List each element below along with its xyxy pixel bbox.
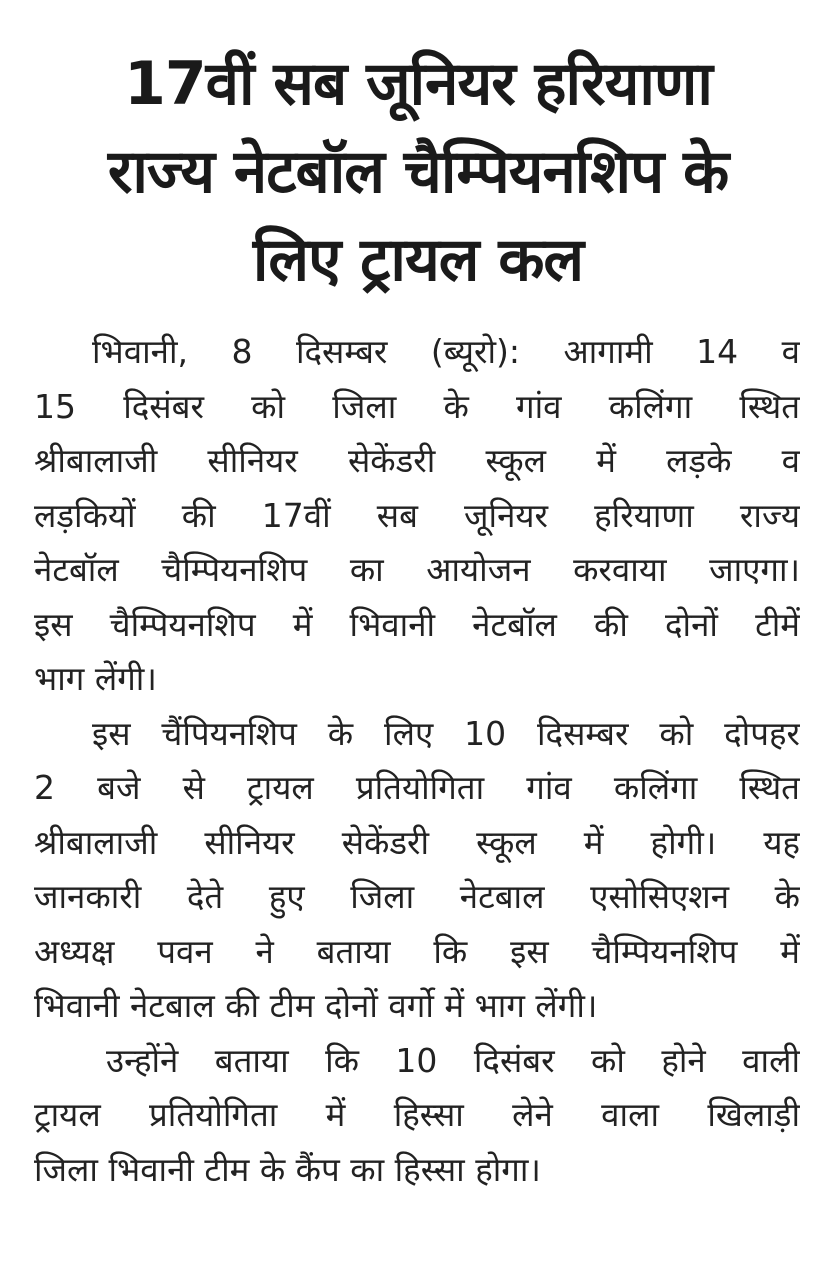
- headline-line: 17वीं सब जूनियर हरियाणा: [124, 49, 712, 119]
- body-line: 15 दिसंबर को जिला के गांव कलिंगा स्थित: [34, 386, 800, 426]
- body-line: श्रीबालाजी सीनियर सेकेंडरी स्कूल में होगी। यह: [34, 822, 800, 862]
- body-line: 2 बजे से ट्रायल प्रतियोगिता गांव कलिंगा स्थित: [34, 768, 800, 807]
- body-line: जानकारी देते हुए जिला नेटबाल एसोसिएशन के: [34, 877, 800, 916]
- paragraph-trial: [34, 707, 800, 1034]
- paragraph-camp: [34, 1034, 800, 1198]
- body-line: श्रीबालाजी सीनियर सेकेंडरी स्कूल में लड़के व: [34, 441, 800, 480]
- body-line: इस चैंपियनशिप के लिए 10 दिसम्बर को दोपहर: [92, 713, 800, 753]
- body-line: भाग लेंगी।: [34, 659, 157, 698]
- headline: [20, 40, 816, 304]
- body-line: इस चैम्पियनशिप में भिवानी नेटबॉल की दोनों टीमें: [34, 604, 800, 644]
- paragraph-intro: [34, 325, 800, 707]
- body-line: ट्रायल प्रतियोगिता में हिस्सा लेने वाला खिलाड़ी: [34, 1095, 800, 1134]
- body-line: भिवानी नेटबाल की टीम दोनों वर्गो में भाग लेंगी।: [34, 986, 598, 1025]
- body-line: लड़कियों की 17वीं सब जूनियर हरियाणा राज्य: [34, 495, 800, 535]
- headline-line: राज्य नेटबॉल चैम्पियनशिप के: [107, 137, 729, 207]
- body-line: अध्यक्ष पवन ने बताया कि इस चैम्पियनशिप में: [34, 931, 800, 971]
- body-line: जिला भिवानी टीम के कैंप का हिस्सा होगा।: [34, 1149, 541, 1189]
- body-line: उन्होंने बताया कि 10 दिसंबर को होने वाली: [106, 1040, 800, 1080]
- body-line: नेटबॉल चैम्पियनशिप का आयोजन करवाया जाएगा।: [34, 550, 800, 589]
- article-body: [34, 325, 800, 1197]
- body-line: भिवानी, 8 दिसम्बर (ब्यूरो): आगामी 14 व: [92, 332, 800, 371]
- headline-line: लिए ट्रायल कल: [252, 225, 584, 295]
